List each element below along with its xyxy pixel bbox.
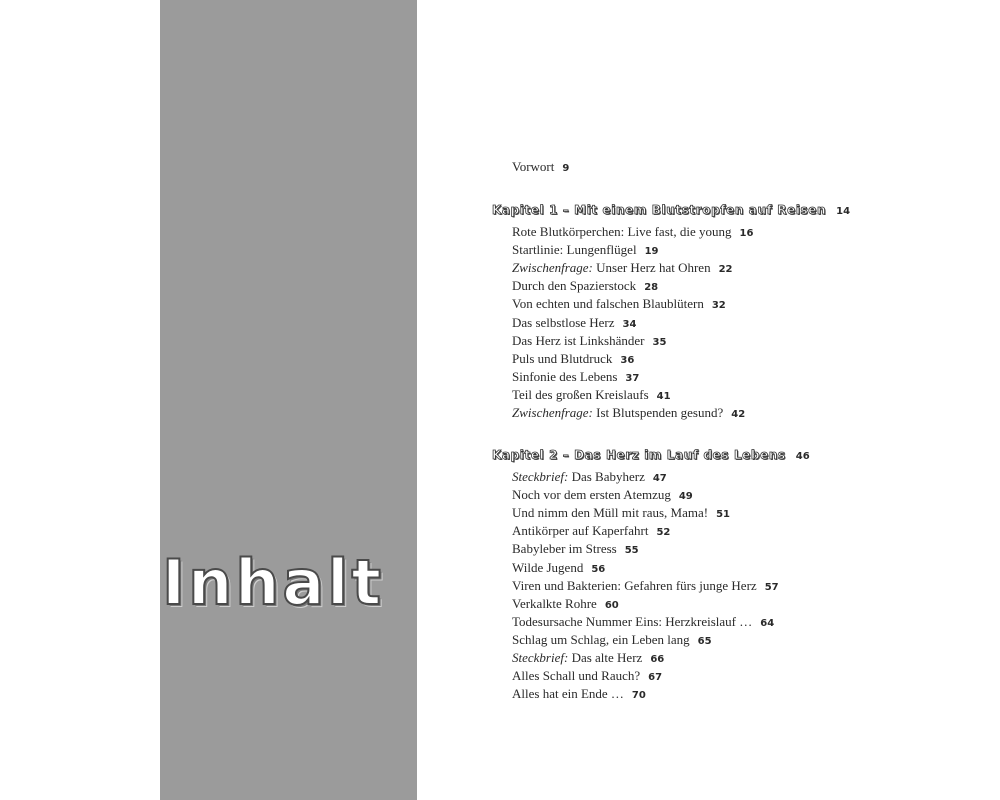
toc-entry-title: Viren und Bakterien: Gefahren fürs junge Herz — [512, 577, 757, 593]
toc-page-number: 35 — [652, 336, 667, 348]
toc-entry-prefix: Steckbrief: — [512, 650, 569, 665]
toc-page-number: 16 — [739, 228, 754, 239]
toc-page-number: 47 — [652, 473, 667, 484]
toc-entry-title: Verkalkte Rohre — [512, 595, 597, 611]
toc-entry[interactable] — [512, 387, 671, 405]
toc-entry-prefix: Zwischenfrage: — [512, 405, 593, 420]
toc-page-number: 22 — [718, 264, 733, 276]
toc-page-number: 66 — [650, 654, 665, 665]
toc-page-number: 19 — [644, 246, 659, 258]
toc-entry[interactable] — [512, 650, 664, 668]
toc-entry-title: Startlinie: Lungenflügel — [512, 242, 637, 258]
chapter-2-heading[interactable] — [492, 447, 810, 465]
toc-page-number: 51 — [716, 509, 730, 521]
toc-entry-prefix: Steckbrief: — [512, 469, 569, 484]
toc-entry-title: Vorwort — [512, 159, 555, 174]
toc-entry-title: Ist Blutspenden gesund? — [592, 405, 724, 420]
toc-page-number: 42 — [731, 409, 746, 420]
toc-entry-title: Babyleber im Stress — [512, 541, 617, 557]
toc-entry-title: Unser Herz hat Ohren — [592, 260, 711, 276]
toc-entry-title: Todesursache Nummer Eins: Herzkreislauf … — [512, 613, 753, 629]
toc-page-number: 14 — [836, 206, 851, 217]
toc-entry-title: Noch vor dem ersten Atemzug — [512, 487, 671, 503]
toc-page-number: 70 — [631, 690, 646, 702]
toc-entry-title: Teil des großen Kreislaufs — [512, 386, 649, 402]
toc-entry[interactable] — [512, 260, 733, 278]
toc-entry-title: Sinfonie des Lebens — [512, 368, 618, 384]
toc-entry[interactable] — [512, 333, 666, 351]
page-title: Inhalt — [162, 546, 385, 619]
toc-page-number: 52 — [656, 527, 671, 539]
toc-entry[interactable] — [512, 369, 639, 387]
toc-page-number: 55 — [624, 545, 639, 557]
toc-page-number: 9 — [562, 163, 570, 174]
toc-entry[interactable] — [512, 686, 646, 704]
toc-entry[interactable] — [512, 632, 712, 650]
toc-entry[interactable] — [512, 596, 619, 614]
toc-page-number: 36 — [620, 354, 635, 366]
toc-entry-title: Durch den Spazierstock — [512, 278, 637, 294]
toc-page-number: 46 — [795, 451, 810, 462]
toc-entry[interactable] — [512, 469, 667, 487]
toc-entry[interactable] — [512, 278, 658, 296]
toc-entry-title: Das alte Herz — [568, 650, 643, 665]
toc-entry-title: Das Herz ist Linkshänder — [512, 332, 645, 348]
toc-entry-title: Das selbstlose Herz — [512, 314, 615, 330]
toc-entry[interactable] — [512, 351, 634, 369]
toc-entry-title: Das Babyherz — [568, 469, 645, 484]
toc-entry-title: Rote Blutkörperchen: Live fast, die young — [512, 224, 732, 239]
toc-entry-title: Und nimm den Müll mit raus, Mama! — [512, 505, 709, 521]
toc-entry-prefix: Zwischenfrage: — [512, 260, 593, 276]
toc-page-number: 37 — [625, 372, 640, 384]
toc-entry[interactable] — [512, 296, 726, 314]
chapter-title: Kapitel 2 – Das Herz im Lauf des Lebens — [492, 448, 786, 462]
toc-entry-title: Alles hat ein Ende … — [512, 686, 624, 702]
toc-entry[interactable] — [512, 541, 639, 559]
toc-entry-title: Von echten und falschen Blaublütern — [512, 296, 704, 312]
toc-entry[interactable] — [512, 224, 753, 242]
toc-entry[interactable] — [512, 487, 693, 505]
toc-page-number: 32 — [711, 300, 726, 312]
toc-page-number: 49 — [678, 491, 693, 503]
toc-page-number: 65 — [697, 635, 712, 647]
toc-entry[interactable] — [512, 578, 779, 596]
chapter-1-heading[interactable] — [492, 202, 850, 220]
toc-entry-title: Puls und Blutdruck — [512, 350, 613, 366]
toc-entry[interactable] — [512, 614, 774, 632]
toc-entry[interactable] — [512, 242, 658, 260]
toc-page-number: 67 — [648, 672, 663, 684]
toc-entry[interactable] — [512, 505, 730, 523]
toc-entry[interactable] — [512, 405, 745, 423]
toc-entry-title: Schlag um Schlag, ein Leben lang — [512, 631, 690, 647]
toc-entry[interactable] — [512, 523, 670, 541]
toc-page-number: 64 — [760, 617, 775, 629]
toc-page-number: 34 — [622, 318, 637, 330]
toc-entry-title: Wilde Jugend — [512, 559, 584, 575]
toc-page-number: 57 — [764, 581, 779, 593]
toc-entry-title: Alles Schall und Rauch? — [512, 668, 641, 684]
toc-entry-title: Antikörper auf Kaperfahrt — [512, 523, 649, 539]
toc-entry[interactable] — [512, 315, 636, 333]
toc-page-number: 28 — [644, 282, 659, 294]
chapter-title: Kapitel 1 – Mit einem Blutstropfen auf Reisen — [492, 203, 827, 217]
toc-page-number: 41 — [656, 390, 671, 402]
toc-entry-foreword[interactable] — [512, 159, 569, 177]
toc-entry[interactable] — [512, 668, 662, 686]
toc-page-number: 56 — [591, 563, 606, 575]
toc-page-number: 60 — [604, 599, 619, 611]
toc-entry[interactable] — [512, 560, 605, 578]
